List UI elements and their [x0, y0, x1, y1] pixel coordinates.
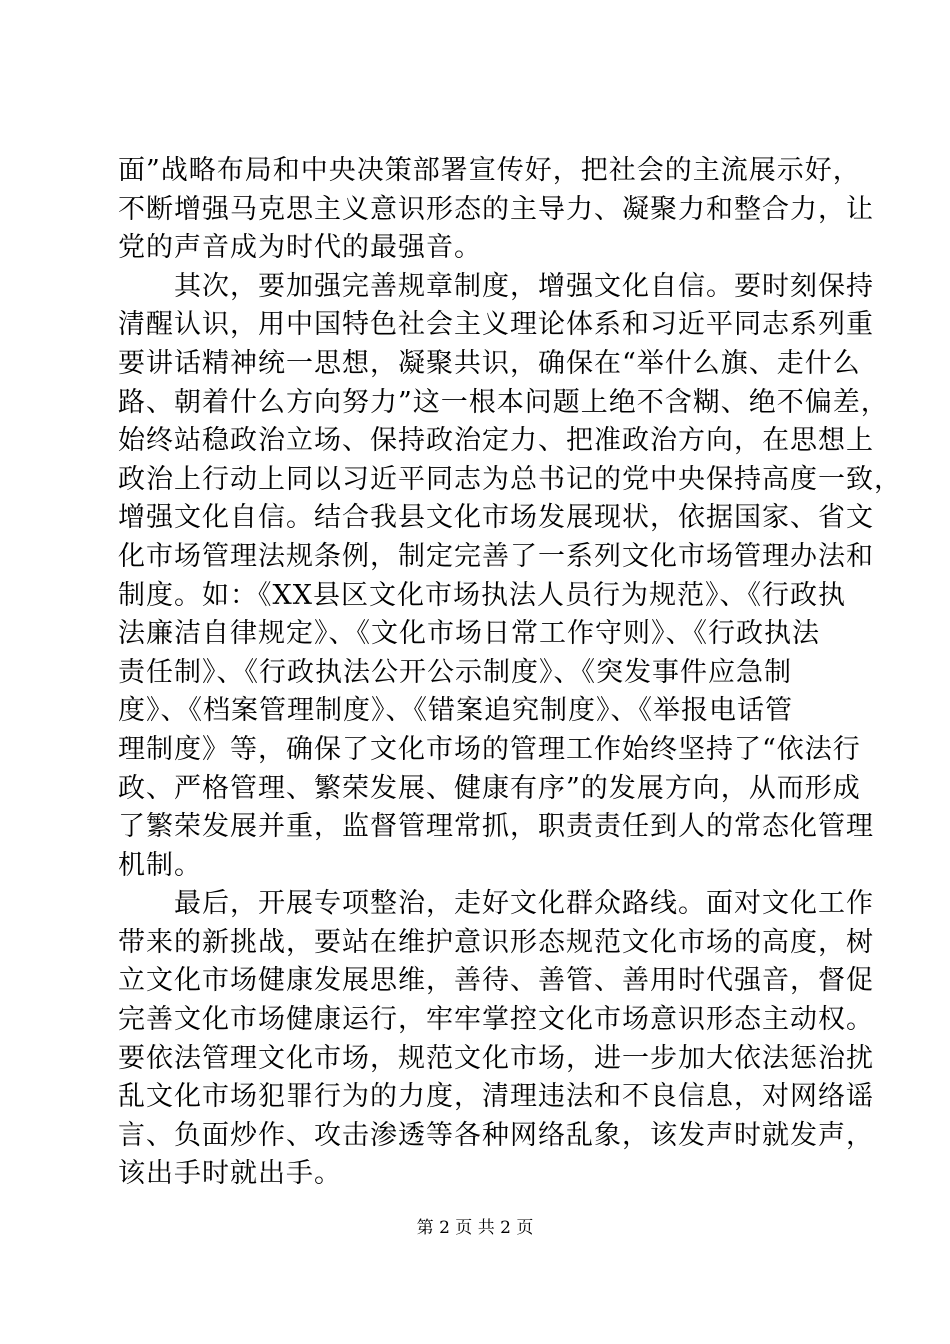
text-line: 该出手时就出手。 [118, 1158, 342, 1190]
text-line: 机制。 [118, 849, 202, 881]
page-number-label: 第 2 页 共 2 页 [416, 1218, 534, 1238]
text-line: 完善文化市场健康运行，牢牢掌控文化市场意识形态主动权。 [118, 1004, 874, 1036]
text-line: 立文化市场健康发展思维，善待、善管、善用时代强音，督促 [118, 965, 874, 997]
text-line: 要讲话精神统一思想，凝聚共识，确保在“举什么旗、走什么 [118, 347, 861, 379]
text-line: 其次，要加强完善规章制度，增强文化自信。要时刻保持 [118, 270, 874, 302]
text-line: 路、朝着什么方向努力”这一根本问题上绝不含糊、绝不偏差， [118, 386, 889, 418]
text-line: 要依法管理文化市场，规范文化市场，进一步加大依法惩治扰 [118, 1042, 874, 1074]
text-line: 党的声音成为时代的最强音。 [118, 232, 482, 264]
text-line: 制度。如：《XX县区文化市场执法人员行为规范》、《行政执 [118, 579, 846, 611]
page-footer [0, 1217, 950, 1239]
text-line: 不断增强马克思主义意识形态的主导力、凝聚力和整合力，让 [118, 193, 874, 225]
text-line: 法廉洁自律规定》、《文化市场日常工作守则》、《行政执法 [118, 618, 820, 650]
body-text [118, 152, 902, 1194]
text-line: 言、负面炒作、攻击渗透等各种网络乱象，该发声时就发声， [118, 1119, 874, 1151]
text-line: 政治上行动上同以习近平同志为总书记的党中央保持高度一致， [118, 463, 902, 495]
text-line: 面”战略布局和中央决策部署宣传好，把社会的主流展示好， [118, 155, 861, 186]
text-line: 了繁荣发展并重，监督管理常抓，职责责任到人的常态化管理 [118, 811, 874, 843]
text-line: 化市场管理法规条例，制定完善了一系列文化市场管理办法和 [118, 540, 874, 572]
text-line: 最后，开展专项整治，走好文化群众路线。面对文化工作 [118, 888, 874, 920]
text-line: 带来的新挑战，要站在维护意识形态规范文化市场的高度，树 [118, 926, 874, 958]
text-line: 清醒认识，用中国特色社会主义理论体系和习近平同志系列重 [118, 309, 874, 341]
text-line: 责任制》、《行政执法公开公示制度》、《突发事件应急制 [118, 656, 792, 688]
text-line: 始终站稳政治立场、保持政治定力、把准政治方向，在思想上 [118, 425, 874, 457]
text-line: 度》、《档案管理制度》、《错案追究制度》、《举报电话管 [118, 695, 793, 727]
text-line: 政、严格管理、繁荣发展、健康有序”的发展方向，从而形成 [118, 772, 861, 804]
text-line: 乱文化市场犯罪行为的力度，清理违法和不良信息，对网络谣 [118, 1081, 874, 1113]
text-line: 增强文化自信。结合我县文化市场发展现状，依据国家、省文 [118, 502, 874, 534]
text-line: 理制度》等，确保了文化市场的管理工作始终坚持了“依法行 [118, 733, 861, 765]
